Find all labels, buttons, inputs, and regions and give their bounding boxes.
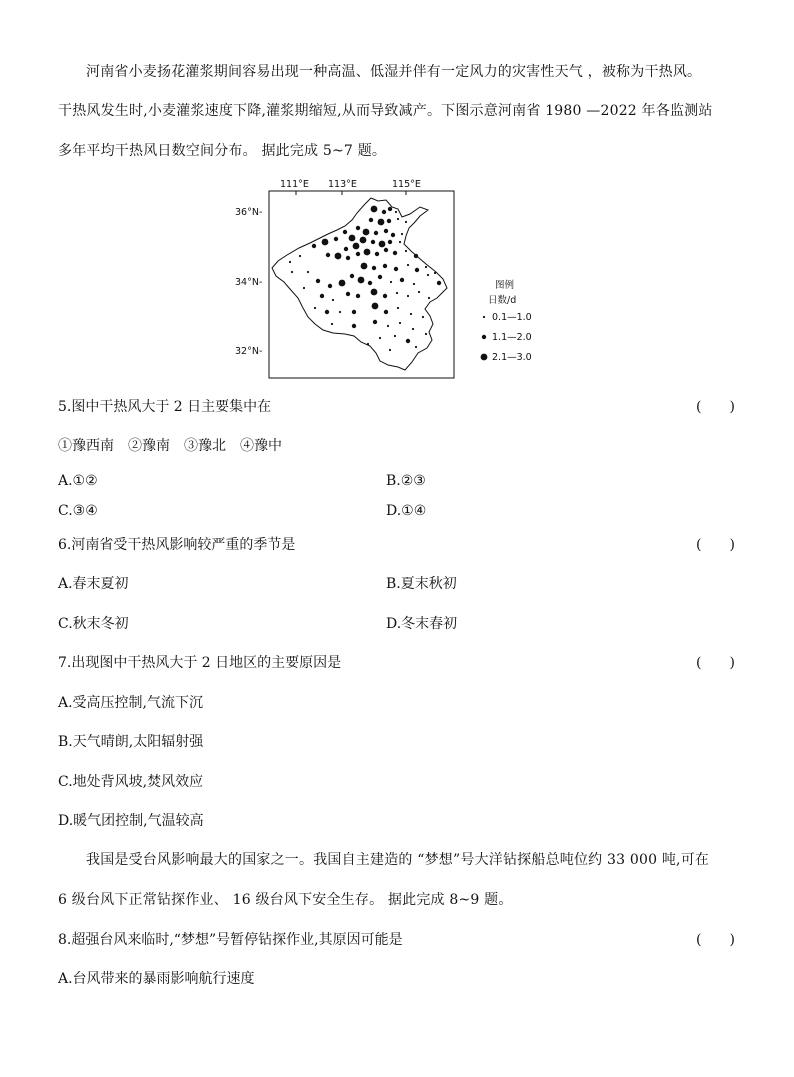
station-dot [344,247,348,251]
station-dot [405,221,407,223]
station-dot [371,289,378,296]
map-svg [230,176,550,381]
station-dot [390,281,392,283]
station-dot [332,299,334,301]
station-dot [400,278,404,282]
legend-item-small: 0.1—1.0 [492,312,532,323]
station-dot [369,218,373,222]
legend-unit: 日数/d [488,295,517,306]
station-dot [382,210,386,214]
station-dot [291,271,293,273]
station-dot [394,335,396,337]
lat-label-32: 32°N- [235,346,263,357]
lat-label-36: 36°N- [235,207,263,218]
lon-label-111: 111°E [280,179,309,190]
station-dot [413,283,415,285]
station-dot [374,231,378,235]
station-dot [353,243,360,250]
station-dot [378,219,385,226]
station-dot [425,333,427,335]
q6-choice-a[interactable]: A.春末夏初 [58,576,129,592]
q5-choice-a[interactable]: A.①② [58,473,98,489]
station-dot [384,310,388,314]
q7-choice-d[interactable]: D.暖气团控制,气温较高 [58,813,204,829]
station-dot [388,240,392,244]
station-dot [407,295,409,297]
station-dot [312,244,316,248]
station-dot [428,297,430,299]
lon-label-113: 113°E [328,179,357,190]
legend-title: 图例 [495,280,515,291]
station-dot [406,339,410,343]
q8-answer-paren: ( ) [696,932,735,948]
station-dot [434,272,436,274]
station-dot [387,325,389,327]
station-dot [325,310,329,314]
station-dot [383,264,387,268]
station-dot [396,292,398,294]
q7-choice-b[interactable]: B.天气晴朗,太阳辐射强 [58,734,204,750]
intro1-line2: 干热风发生时,小麦灌浆速度下降,灌浆期缩短,从而导致减产。下图示意河南省 1980 —2022 年各监测站 [58,103,713,119]
station-dot [307,271,309,273]
station-dot [379,337,381,339]
q6-choice-c[interactable]: C.秋末冬初 [58,616,129,632]
station-dot [364,249,371,256]
station-dot [356,226,360,230]
intro1-line1: 河南省小麦扬花灌浆期间容易出现一种高温、低湿并伴有一定风力的灾害性天气 ，被称为干热风。 [86,64,702,80]
q5-choice-b[interactable]: B.②③ [386,473,426,489]
station-dot [346,292,350,296]
q5-options-line: ①豫西南 ②豫南 ③豫北 ④豫中 [58,438,282,454]
station-dot [437,281,441,285]
station-dot [339,280,346,287]
station-dot [414,254,418,258]
station-dot [352,310,356,314]
station-dot [367,343,369,345]
station-dot [394,267,398,271]
station-dot [393,251,397,255]
q8-stem: 8.超强台风来临时,“梦想”号暂停钻探作业,其原因可能是 [58,932,403,948]
station-dot [395,211,397,213]
station-dot [373,320,377,324]
station-dot [397,218,399,220]
station-dot [399,241,401,243]
station-dot [372,303,379,310]
station-dot [407,264,409,266]
q7-choice-c[interactable]: C.地处背风坡,焚风效应 [58,774,204,790]
lon-label-115: 115°E [392,179,421,190]
station-dot [389,349,391,351]
station-dot [384,248,388,252]
station-dot [356,294,360,298]
station-dot [363,229,370,236]
station-dot [399,322,401,324]
station-dot [410,313,412,315]
station-dot [397,307,399,309]
station-dot [331,323,333,325]
station-dot [375,252,379,256]
station-dot [415,268,419,272]
station-dot [334,237,338,241]
station-dot [425,266,427,268]
station-dot [418,291,420,293]
station-dot [405,250,407,252]
legend-item-large: 2.1—3.0 [492,352,532,363]
station-dot [289,261,291,263]
station-dot [422,316,424,318]
q6-stem: 6.河南省受干热风影响较严重的季节是 [58,537,296,553]
q5-choice-c[interactable]: C.③④ [58,503,98,519]
station-dot [349,235,356,242]
station-dot [343,230,347,234]
station-dot [387,219,391,223]
henan-dry-hot-wind-map [230,176,550,381]
station-dot [384,229,388,233]
q5-choice-d[interactable]: D.①④ [386,503,427,519]
station-dot [401,233,403,235]
station-dot [388,207,392,211]
intro2-line1: 我国是受台风影响最大的国家之一。我国自主建造的 “梦想”号大洋钻探船总吨位约 33 000 吨,可在 [86,852,710,868]
station-dot [378,275,382,279]
station-dot [328,284,332,288]
q6-choice-d[interactable]: D.冬末春初 [386,616,458,632]
q5-stem: 5.图中干热风大于 2 日主要集中在 [58,399,272,415]
q7-choice-a[interactable]: A.受高压控制,气流下沉 [58,695,204,711]
station-dot [346,256,350,260]
legend-dot-small [483,316,485,318]
station-dot [326,253,330,257]
legend-dot-medium [482,335,486,339]
station-dot [339,311,341,313]
station-dot [350,274,354,278]
station-dot [356,252,360,256]
station-dot [299,255,301,257]
station-dot [352,324,356,328]
station-dot [371,206,378,213]
q6-choice-b[interactable]: B.夏末秋初 [386,576,457,592]
q7-stem: 7.出现图中干热风大于 2 日地区的主要原因是 [58,655,342,671]
intro2-line2: 6 级台风下正常钻探作业、 16 级台风下安全生存。 据此完成 8~9 题。 [58,892,513,908]
legend-item-medium: 1.1—2.0 [492,332,532,343]
station-dot [335,253,342,260]
q5-answer-paren: ( ) [696,399,735,415]
station-dot [303,287,305,289]
station-dot [415,346,417,348]
lat-label-34: 34°N- [235,277,263,288]
station-dot [368,281,372,285]
station-dot [358,277,365,284]
station-dot [372,266,376,270]
station-dot [412,328,414,330]
station-dot [371,240,375,244]
station-dot [316,279,320,283]
station-dot [427,274,429,276]
q7-answer-paren: ( ) [696,655,735,671]
station-dot [379,241,386,248]
station-dot [383,294,387,298]
legend-dot-large [481,354,488,361]
q6-answer-paren: ( ) [696,537,735,553]
station-dot [361,263,368,270]
station-dot [391,233,395,237]
intro1-line3: 多年平均干热风日数空间分布。 据此完成 5~7 题。 [58,143,387,159]
q8-choice-a[interactable]: A.台风带来的暴雨影响航行速度 [58,971,255,987]
station-dot [314,307,316,309]
station-dot [360,237,367,244]
station-dot [320,294,324,298]
station-dot [322,239,329,246]
